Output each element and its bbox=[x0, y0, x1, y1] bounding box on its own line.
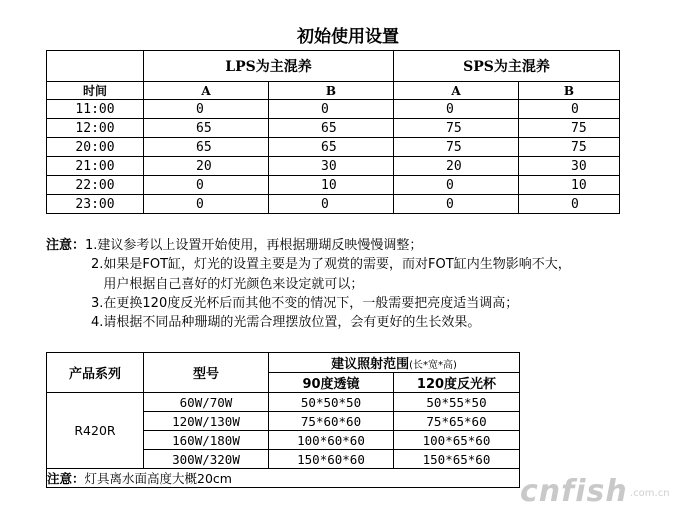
model-header: 型号 bbox=[144, 353, 269, 393]
value-cell: 30 bbox=[519, 157, 620, 176]
value-cell: 65 bbox=[144, 138, 269, 157]
watermark-domain: .com.cn bbox=[630, 488, 670, 499]
model-cell: 160W/180W bbox=[144, 431, 269, 450]
footer-label: 注意： bbox=[47, 471, 85, 486]
table-row bbox=[47, 100, 620, 119]
sub-header-a1: A bbox=[144, 82, 269, 100]
time-cell: 11:00 bbox=[47, 100, 144, 119]
range-unit: (长*宽*高) bbox=[409, 360, 457, 371]
cup120-cell: 75*65*60 bbox=[394, 412, 520, 431]
value-cell: 0 bbox=[269, 100, 394, 119]
settings-rows bbox=[47, 100, 620, 214]
series-header: 产品系列 bbox=[47, 353, 144, 393]
value-cell: 0 bbox=[394, 176, 519, 195]
notes-label: 注意： bbox=[46, 238, 86, 253]
value-cell: 10 bbox=[269, 176, 394, 195]
range-header bbox=[269, 353, 520, 373]
range-header-text: 建议照射范围 bbox=[331, 357, 410, 372]
value-cell: 0 bbox=[144, 100, 269, 119]
page-title: 初始使用设置 bbox=[297, 27, 399, 47]
note-line bbox=[46, 313, 571, 332]
value-cell: 0 bbox=[394, 100, 519, 119]
value-cell: 0 bbox=[519, 195, 620, 214]
value-cell: 75 bbox=[394, 138, 519, 157]
value-cell: 0 bbox=[144, 195, 269, 214]
watermark-logo: cnfish bbox=[520, 474, 628, 509]
note-text: 1.建议参考以上设置开始使用，再根据珊瑚反映慢慢调整； bbox=[85, 238, 423, 253]
col-120-header: 120度反光杯 bbox=[394, 373, 520, 393]
value-cell: 65 bbox=[269, 138, 394, 157]
cup120-cell: 100*65*60 bbox=[394, 431, 520, 450]
time-cell: 21:00 bbox=[47, 157, 144, 176]
value-cell: 75 bbox=[519, 119, 620, 138]
note-line bbox=[46, 275, 571, 294]
value-cell: 75 bbox=[519, 138, 620, 157]
note-text: 3.在更换120度反光杯后而其他不变的情况下，一般需要把亮度适当调高； bbox=[91, 295, 519, 311]
lens90-cell: 50*50*50 bbox=[269, 393, 394, 412]
value-cell: 0 bbox=[269, 195, 394, 214]
model-cell: 300W/320W bbox=[144, 450, 269, 469]
table-row bbox=[47, 138, 620, 157]
lens90-cell: 100*60*60 bbox=[269, 431, 394, 450]
value-cell: 0 bbox=[394, 195, 519, 214]
value-cell: 0 bbox=[144, 176, 269, 195]
time-header-blank bbox=[47, 51, 144, 82]
time-cell: 22:00 bbox=[47, 176, 144, 195]
series-cell: R420R bbox=[47, 393, 144, 469]
group-sps-header: SPS为主混养 bbox=[394, 51, 620, 82]
time-cell: 12:00 bbox=[47, 119, 144, 138]
lens90-cell: 150*60*60 bbox=[269, 450, 394, 469]
sub-header-a2: A bbox=[394, 82, 519, 100]
sub-header-b1: B bbox=[269, 82, 394, 100]
time-cell: 23:00 bbox=[47, 195, 144, 214]
value-cell: 10 bbox=[519, 176, 620, 195]
sub-header-b2: B bbox=[519, 82, 620, 100]
value-cell: 20 bbox=[144, 157, 269, 176]
time-cell: 20:00 bbox=[47, 138, 144, 157]
note-text: 4.请根据不同品种珊瑚的光需合理摆放位置，会有更好的生长效果。 bbox=[91, 315, 481, 331]
settings-table bbox=[46, 50, 620, 214]
table-row bbox=[47, 157, 620, 176]
footer-note bbox=[47, 469, 520, 488]
product-table bbox=[46, 352, 520, 488]
notes-block bbox=[46, 236, 571, 332]
value-cell: 65 bbox=[144, 119, 269, 138]
value-cell: 65 bbox=[269, 119, 394, 138]
group-lps-header: LPS为主混养 bbox=[144, 51, 394, 82]
cup120-cell: 50*55*50 bbox=[394, 393, 520, 412]
table-row bbox=[47, 176, 620, 195]
col-90-header: 90度透镜 bbox=[269, 373, 394, 393]
time-header: 时间 bbox=[47, 82, 144, 100]
value-cell: 20 bbox=[394, 157, 519, 176]
cup120-cell: 150*65*60 bbox=[394, 450, 520, 469]
table-row bbox=[47, 119, 620, 138]
note-text: 用户根据自己喜好的灯光颜色来设定就可以； bbox=[91, 276, 364, 292]
model-cell: 120W/130W bbox=[144, 412, 269, 431]
note-line bbox=[46, 255, 571, 274]
note-line bbox=[46, 294, 571, 313]
value-cell: 30 bbox=[269, 157, 394, 176]
footer-text: 灯具离水面高度大概20cm bbox=[84, 471, 232, 486]
table-footer-row bbox=[47, 469, 520, 488]
table-row bbox=[47, 195, 620, 214]
note-text: 2.如果是FOT缸，灯光的设置主要是为了观赏的需要，而对FOT缸内生物影响不大， bbox=[91, 257, 571, 273]
table-row bbox=[47, 393, 520, 412]
value-cell: 75 bbox=[394, 119, 519, 138]
value-cell: 0 bbox=[519, 100, 620, 119]
lens90-cell: 75*60*60 bbox=[269, 412, 394, 431]
model-cell: 60W/70W bbox=[144, 393, 269, 412]
note-line bbox=[46, 236, 571, 255]
